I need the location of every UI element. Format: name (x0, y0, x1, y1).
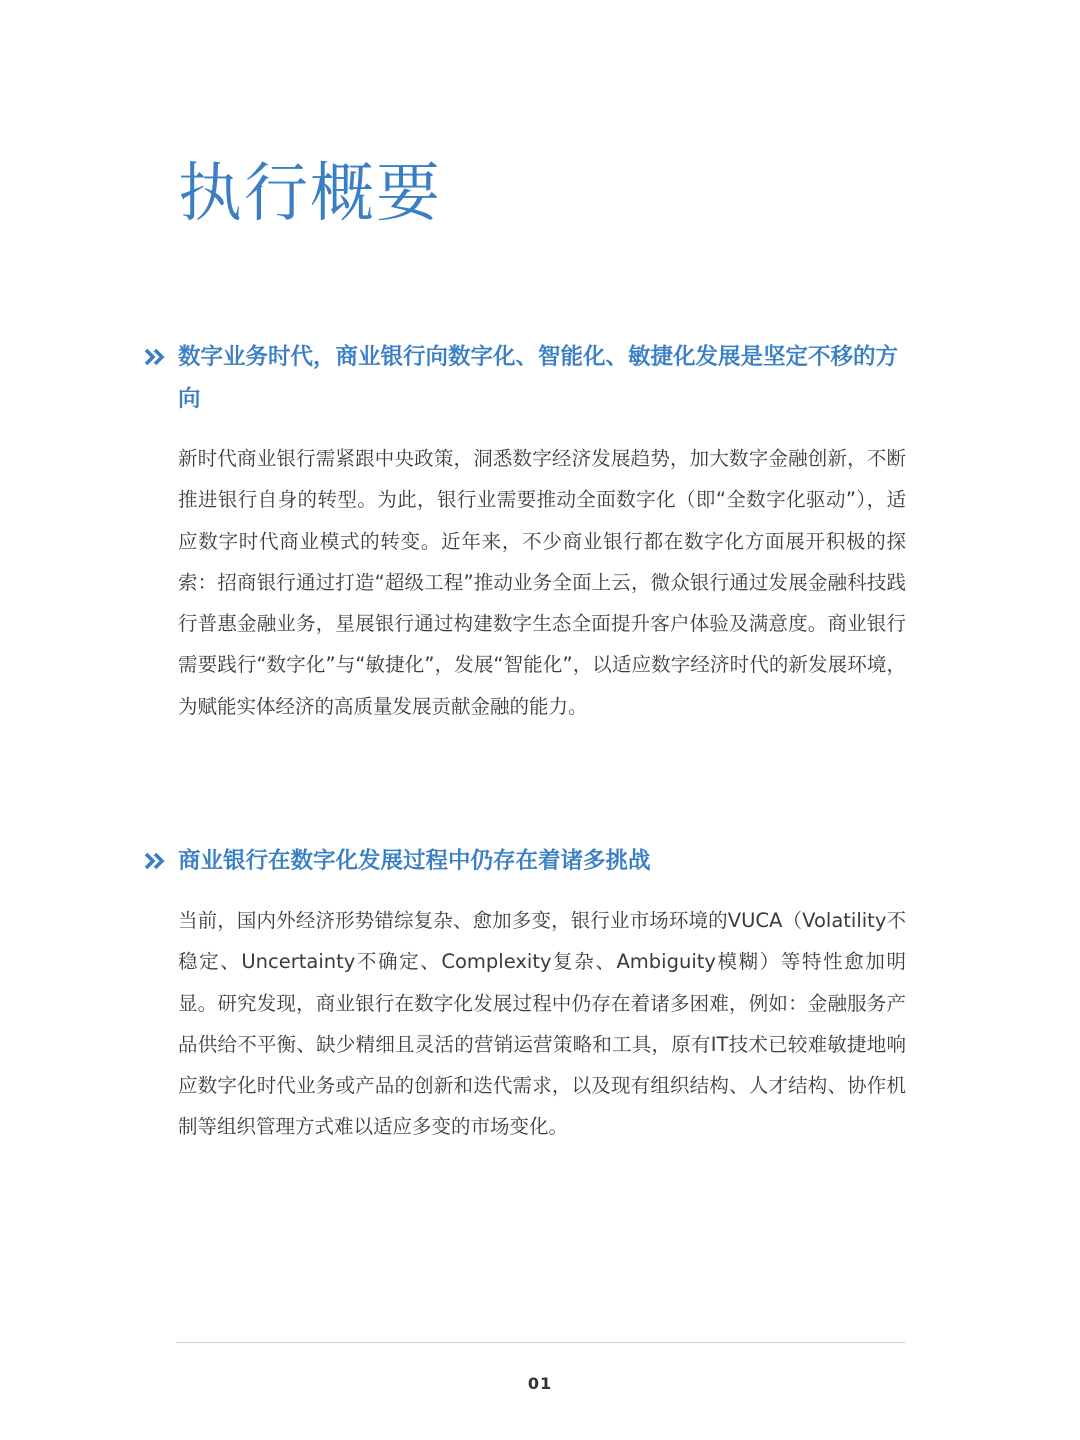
page-number: 01 (527, 1374, 553, 1393)
section-body: 当前，国内外经济形势错综复杂、愈加多变，银行业市场环境的VUCA（Volatility不稳定、Uncertainty不确定、Complexity复杂、Ambiguity模糊）等特性愈加明显。研究发现，商业银行在数字化发展过程中仍存在着诸多困难，例如：金融服务产品供给不平衡、缺少精细且灵活的营销运营策略和工具，原有IT技术已较难敏捷地响应数字化时代业务或产品的创新和迭代需求，以及现有组织结构、人才结构、协作机制等组织管理方式难以适应多变的市场变化。 (178, 909, 906, 1139)
double-chevron-right-icon (144, 851, 166, 871)
page-title: 执行概要 (178, 157, 442, 231)
section-body: 新时代商业银行需紧跟中央政策，洞悉数字经济发展趋势，加大数字金融创新，不断推进银行自身的转型。为此，银行业需要推动全面数字化（即“全数字化驱动”），适应数字时代商业模式的转变。近年来，不少商业银行都在数字化方面展开积极的探索：招商银行通过打造“超级工程”推动业务全面上云，微众银行通过发展金融科技践行普惠金融业务，星展银行通过构建数字生态全面提升客户体验及满意度。商业银行需要践行“数字化”与“敏捷化”，发展“智能化”，以适应数字经济时代的新发展环境，为赋能实体经济的高质量发展贡献金融的能力。 (178, 447, 906, 718)
section-digital-challenges (142, 840, 906, 1148)
footer-divider (176, 1342, 905, 1343)
section-heading-text: 商业银行在数字化发展过程中仍存在着诸多挑战 (178, 848, 651, 874)
double-chevron-right-icon (144, 347, 166, 367)
section-heading (142, 336, 906, 420)
section-digital-direction (142, 336, 906, 727)
section-heading (142, 840, 906, 882)
section-heading-text: 数字业务时代，商业银行向数字化、智能化、敏捷化发展是坚定不移的方向 (178, 344, 899, 412)
